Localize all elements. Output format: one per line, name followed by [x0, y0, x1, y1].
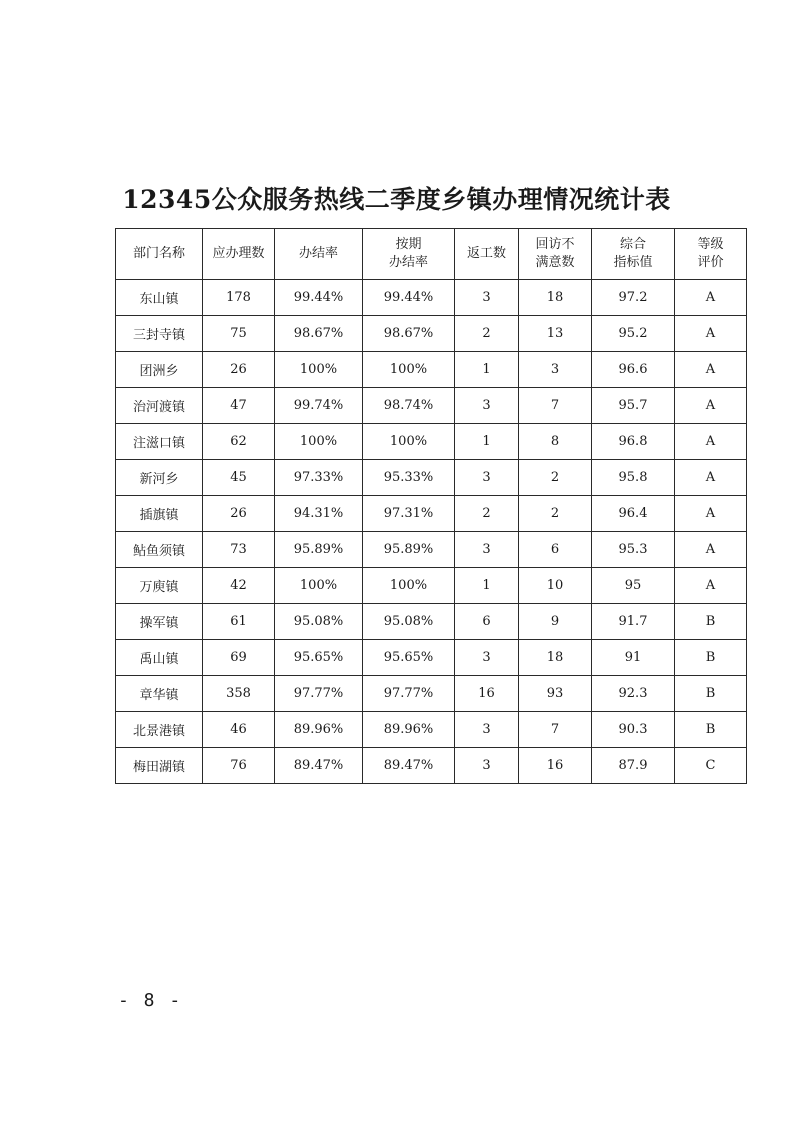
grade-cell: B — [675, 640, 747, 676]
should-handle-cell: 178 — [203, 280, 275, 316]
rework-cell: 2 — [455, 316, 519, 352]
header-line: 返工数 — [466, 246, 506, 261]
composite-index-cell: 96.4 — [592, 496, 675, 532]
table-row — [116, 316, 747, 352]
composite-index-cell: 96.8 — [592, 424, 675, 460]
dissatisfied-cell: 13 — [519, 316, 592, 352]
department-cell: 鲇鱼须镇 — [116, 532, 203, 568]
department-cell: 插旗镇 — [116, 496, 203, 532]
ontime-rate-cell: 100% — [363, 424, 455, 460]
composite-index-cell: 91 — [592, 640, 675, 676]
composite-index-cell: 87.9 — [592, 748, 675, 784]
composite-index-cell: 90.3 — [592, 712, 675, 748]
should-handle-cell: 75 — [203, 316, 275, 352]
department-cell: 注滋口镇 — [116, 424, 203, 460]
table-row — [116, 712, 747, 748]
completion-rate-cell: 89.47% — [275, 748, 363, 784]
table-row — [116, 424, 747, 460]
header-line: 应办理数 — [212, 246, 265, 261]
grade-cell: A — [675, 316, 747, 352]
department-cell: 禹山镇 — [116, 640, 203, 676]
table-row — [116, 676, 747, 712]
completion-rate-cell: 97.77% — [275, 676, 363, 712]
department-cell: 东山镇 — [116, 280, 203, 316]
composite-index-cell: 92.3 — [592, 676, 675, 712]
should-handle-cell: 26 — [203, 496, 275, 532]
department-cell: 万庾镇 — [116, 568, 203, 604]
rework-cell: 2 — [455, 496, 519, 532]
grade-cell: B — [675, 604, 747, 640]
table-header-row — [116, 229, 747, 280]
rework-cell: 3 — [455, 748, 519, 784]
should-handle-cell: 73 — [203, 532, 275, 568]
table-row — [116, 604, 747, 640]
rework-cell: 3 — [455, 712, 519, 748]
dissatisfied-cell: 10 — [519, 568, 592, 604]
grade-cell: B — [675, 676, 747, 712]
ontime-rate-cell: 89.96% — [363, 712, 455, 748]
department-cell: 操军镇 — [116, 604, 203, 640]
ontime-rate-cell: 95.08% — [363, 604, 455, 640]
completion-rate-cell: 94.31% — [275, 496, 363, 532]
ontime-rate-cell: 97.31% — [363, 496, 455, 532]
should-handle-cell: 76 — [203, 748, 275, 784]
completion-rate-cell: 95.65% — [275, 640, 363, 676]
composite-index-cell: 95.2 — [592, 316, 675, 352]
ontime-rate-cell: 95.89% — [363, 532, 455, 568]
ontime-rate-cell: 99.44% — [363, 280, 455, 316]
rework-cell: 6 — [455, 604, 519, 640]
table-row — [116, 352, 747, 388]
dissatisfied-cell: 18 — [519, 640, 592, 676]
header-composite-index — [592, 229, 675, 280]
header-line: 指标值 — [613, 255, 653, 270]
ontime-rate-cell: 95.33% — [363, 460, 455, 496]
header-line: 办结率 — [388, 255, 428, 270]
dissatisfied-cell: 2 — [519, 496, 592, 532]
completion-rate-cell: 95.08% — [275, 604, 363, 640]
department-cell: 北景港镇 — [116, 712, 203, 748]
statistics-table — [115, 228, 747, 784]
completion-rate-cell: 95.89% — [275, 532, 363, 568]
rework-cell: 1 — [455, 352, 519, 388]
completion-rate-cell: 100% — [275, 424, 363, 460]
rework-cell: 3 — [455, 460, 519, 496]
ontime-rate-cell: 100% — [363, 568, 455, 604]
header-dissatisfied — [519, 229, 592, 280]
should-handle-cell: 46 — [203, 712, 275, 748]
header-grade — [675, 229, 747, 280]
dissatisfied-cell: 7 — [519, 388, 592, 424]
table-row — [116, 532, 747, 568]
ontime-rate-cell: 98.74% — [363, 388, 455, 424]
should-handle-cell: 45 — [203, 460, 275, 496]
dissatisfied-cell: 8 — [519, 424, 592, 460]
grade-cell: A — [675, 496, 747, 532]
composite-index-cell: 95 — [592, 568, 675, 604]
table-row — [116, 460, 747, 496]
dissatisfied-cell: 9 — [519, 604, 592, 640]
table-row — [116, 280, 747, 316]
header-line: 回访不 — [535, 237, 575, 252]
rework-cell: 1 — [455, 568, 519, 604]
completion-rate-cell: 89.96% — [275, 712, 363, 748]
rework-cell: 1 — [455, 424, 519, 460]
dissatisfied-cell: 93 — [519, 676, 592, 712]
header-line: 满意数 — [535, 255, 575, 270]
ontime-rate-cell: 100% — [363, 352, 455, 388]
should-handle-cell: 61 — [203, 604, 275, 640]
grade-cell: A — [675, 424, 747, 460]
header-line: 评价 — [697, 255, 724, 270]
composite-index-cell: 97.2 — [592, 280, 675, 316]
header-ontime-rate — [363, 229, 455, 280]
should-handle-cell: 47 — [203, 388, 275, 424]
header-should-handle — [203, 229, 275, 280]
dissatisfied-cell: 18 — [519, 280, 592, 316]
table-row — [116, 496, 747, 532]
ontime-rate-cell: 89.47% — [363, 748, 455, 784]
dissatisfied-cell: 7 — [519, 712, 592, 748]
composite-index-cell: 91.7 — [592, 604, 675, 640]
department-cell: 章华镇 — [116, 676, 203, 712]
rework-cell: 3 — [455, 388, 519, 424]
dissatisfied-cell: 2 — [519, 460, 592, 496]
rework-cell: 16 — [455, 676, 519, 712]
dissatisfied-cell: 6 — [519, 532, 592, 568]
header-rework — [455, 229, 519, 280]
grade-cell: A — [675, 568, 747, 604]
header-line: 综合 — [619, 237, 646, 252]
completion-rate-cell: 99.74% — [275, 388, 363, 424]
grade-cell: A — [675, 460, 747, 496]
table-row — [116, 640, 747, 676]
should-handle-cell: 42 — [203, 568, 275, 604]
rework-cell: 3 — [455, 280, 519, 316]
grade-cell: A — [675, 280, 747, 316]
header-completion-rate — [275, 229, 363, 280]
should-handle-cell: 26 — [203, 352, 275, 388]
department-cell: 治河渡镇 — [116, 388, 203, 424]
dissatisfied-cell: 3 — [519, 352, 592, 388]
header-department — [116, 229, 203, 280]
completion-rate-cell: 100% — [275, 352, 363, 388]
table-row — [116, 568, 747, 604]
grade-cell: A — [675, 352, 747, 388]
department-cell: 三封寺镇 — [116, 316, 203, 352]
composite-index-cell: 95.7 — [592, 388, 675, 424]
completion-rate-cell: 98.67% — [275, 316, 363, 352]
header-line: 按期 — [395, 237, 422, 252]
should-handle-cell: 69 — [203, 640, 275, 676]
department-cell: 梅田湖镇 — [116, 748, 203, 784]
grade-cell: C — [675, 748, 747, 784]
header-line: 部门名称 — [132, 246, 185, 261]
header-line: 等级 — [697, 237, 724, 252]
grade-cell: A — [675, 388, 747, 424]
grade-cell: B — [675, 712, 747, 748]
ontime-rate-cell: 95.65% — [363, 640, 455, 676]
composite-index-cell: 95.8 — [592, 460, 675, 496]
dissatisfied-cell: 16 — [519, 748, 592, 784]
completion-rate-cell: 99.44% — [275, 280, 363, 316]
completion-rate-cell: 100% — [275, 568, 363, 604]
composite-index-cell: 95.3 — [592, 532, 675, 568]
document-title: 12345公众服务热线二季度乡镇办理情况统计表 — [122, 185, 671, 214]
ontime-rate-cell: 97.77% — [363, 676, 455, 712]
department-cell: 新河乡 — [116, 460, 203, 496]
ontime-rate-cell: 98.67% — [363, 316, 455, 352]
completion-rate-cell: 97.33% — [275, 460, 363, 496]
department-cell: 团洲乡 — [116, 352, 203, 388]
rework-cell: 3 — [455, 532, 519, 568]
should-handle-cell: 358 — [203, 676, 275, 712]
header-line: 办结率 — [298, 246, 338, 261]
table-row — [116, 748, 747, 784]
should-handle-cell: 62 — [203, 424, 275, 460]
rework-cell: 3 — [455, 640, 519, 676]
page-number: - 8 - — [118, 990, 183, 1011]
composite-index-cell: 96.6 — [592, 352, 675, 388]
grade-cell: A — [675, 532, 747, 568]
table-row — [116, 388, 747, 424]
